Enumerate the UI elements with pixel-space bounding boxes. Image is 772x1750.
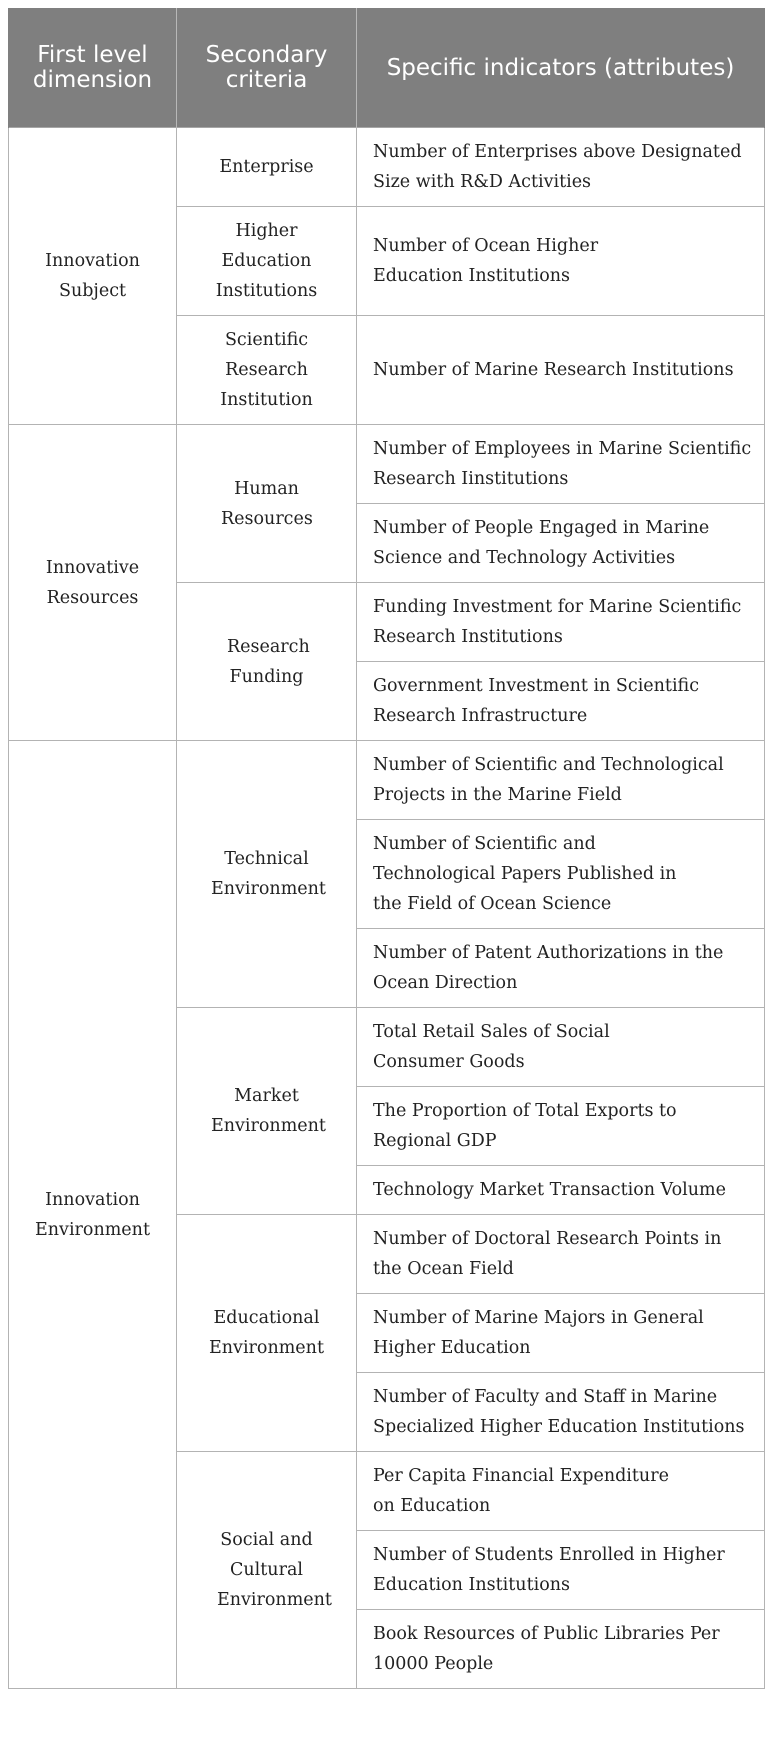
criteria-cell: Human Resources (177, 425, 357, 583)
indicator-cell: Number of Scientific and Technological Papers Published in the Field of Ocean Science (357, 820, 765, 929)
header-secondary-criteria: Secondary criteria (177, 9, 357, 128)
indicator-cell: Book Resources of Public Libraries Per 10000 People (357, 1610, 765, 1689)
table-body (9, 128, 765, 1689)
dimension-cell: Innovation Subject (9, 128, 177, 425)
criteria-cell: Educational Environment (177, 1215, 357, 1452)
dimension-cell: Innovation Environment (9, 741, 177, 1689)
criteria-cell: Market Environment (177, 1008, 357, 1215)
indicator-cell: Number of Scientific and Technological Projects in the Marine Field (357, 741, 765, 820)
indicator-cell: Total Retail Sales of Social Consumer Goods (357, 1008, 765, 1087)
criteria-cell: Scientific Research Institution (177, 316, 357, 425)
indicator-cell: Number of Marine Research Institutions (357, 316, 765, 425)
criteria-cell: Research Funding (177, 583, 357, 741)
indicator-cell: Number of People Engaged in Marine Science and Technology Activities (357, 504, 765, 583)
indicator-cell: Number of Faculty and Staff in Marine Specialized Higher Education Institutions (357, 1373, 765, 1452)
criteria-cell: Social and Cultural Environment (177, 1452, 357, 1689)
dimension-cell: Innovative Resources (9, 425, 177, 741)
indicator-cell: Government Investment in Scientific Research Infrastructure (357, 662, 765, 741)
header-row (9, 9, 765, 128)
criteria-cell: Enterprise (177, 128, 357, 207)
indicator-cell: Number of Ocean Higher Education Institutions (357, 207, 765, 316)
table-row (9, 128, 765, 207)
indicator-cell: Technology Market Transaction Volume (357, 1166, 765, 1215)
indicator-cell: Funding Investment for Marine Scientific Research Institutions (357, 583, 765, 662)
table-header (9, 9, 765, 128)
criteria-cell: Technical Environment (177, 741, 357, 1008)
indicator-cell: Number of Doctoral Research Points in the Ocean Field (357, 1215, 765, 1294)
header-specific-indicators: Specific indicators (attributes) (357, 9, 765, 128)
criteria-cell: Higher Education Institutions (177, 207, 357, 316)
indicator-cell: The Proportion of Total Exports to Regional GDP (357, 1087, 765, 1166)
indicator-table (8, 8, 765, 1689)
table-row (9, 741, 765, 820)
indicator-cell: Number of Patent Authorizations in the Ocean Direction (357, 929, 765, 1008)
indicator-cell: Number of Employees in Marine Scientific Research Iinstitutions (357, 425, 765, 504)
indicator-cell: Number of Enterprises above Designated Size with R&D Activities (357, 128, 765, 207)
header-first-level-dimension: First level dimension (9, 9, 177, 128)
table-row (9, 425, 765, 504)
indicator-cell: Per Capita Financial Expenditure on Education (357, 1452, 765, 1531)
indicator-cell: Number of Marine Majors in General Higher Education (357, 1294, 765, 1373)
indicator-cell: Number of Students Enrolled in Higher Education Institutions (357, 1531, 765, 1610)
